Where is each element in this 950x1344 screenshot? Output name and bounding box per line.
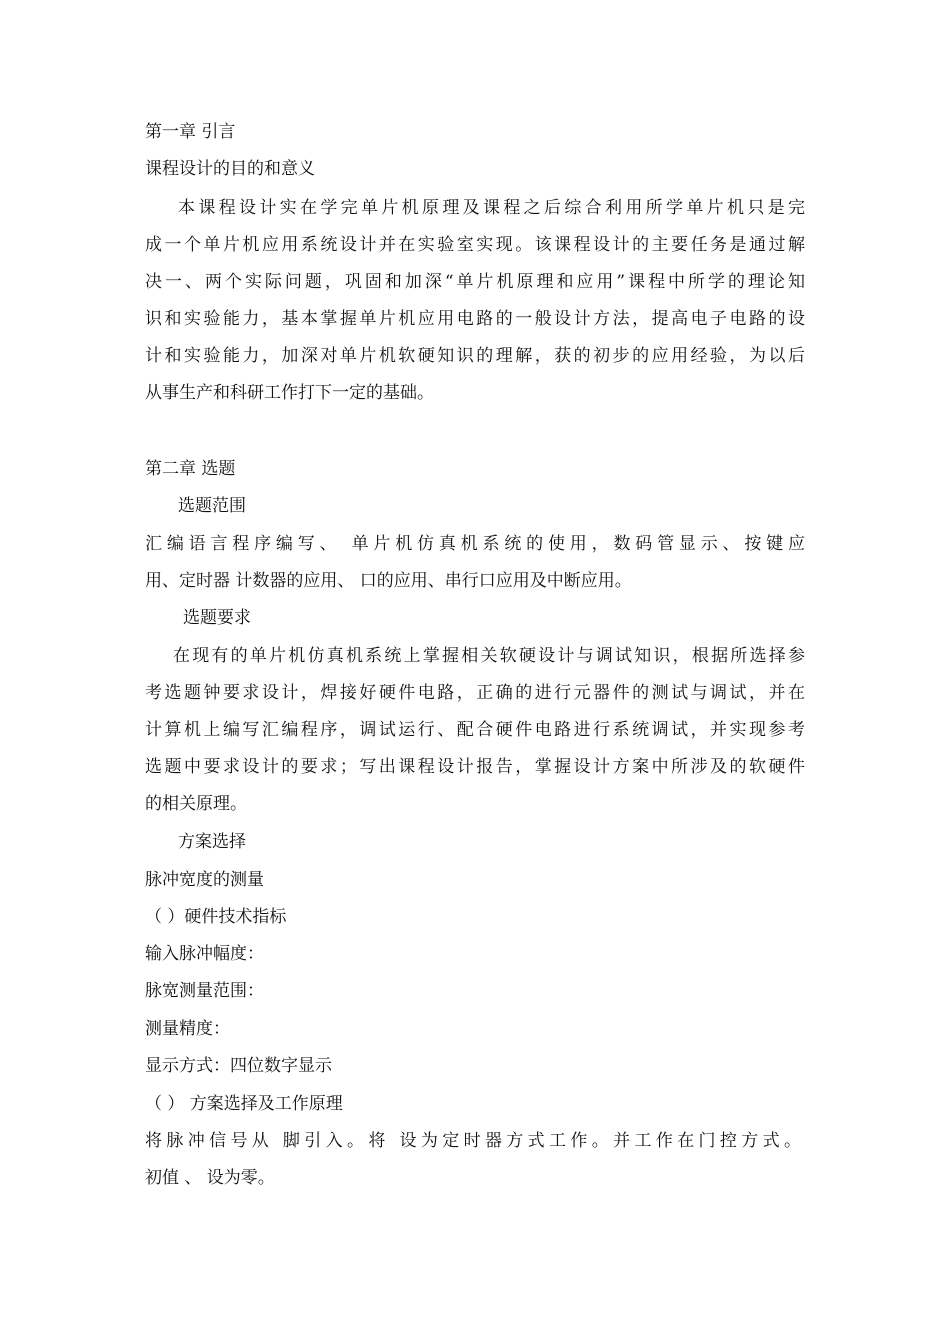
spec-item-amplitude: 输入脉冲幅度： (145, 944, 264, 964)
chapter1-para-line-6: 从事生产和科研工作打下一定的基础。 (145, 383, 434, 403)
principle-line-1: 将脉冲信号从 脚引入。将 设为定时器方式工作。并工作在门控方式。 (145, 1131, 801, 1151)
chapter1-para-line-4: 识和实验能力，基本掌握单片机应用电路的一般设计方法，提高电子电路的设 (145, 309, 805, 329)
chapter1-heading: 第一章 引言 (145, 122, 236, 142)
chapter1-para-line-1: 本课程设计实在学完单片机原理及课程之后综合利用所学单片机只是完 (178, 198, 805, 218)
chapter1-para-line-2: 成一个单片机应用系统设计并在实验室实现。该课程设计的主要任务是通过解 (145, 235, 805, 255)
spec-item-display: 显示方式：四位数字显示 (145, 1056, 332, 1076)
scope-line-2: 用、定时器 计数器的应用、 口的应用、串行口应用及中断应用。 (145, 571, 632, 591)
topic-title: 脉冲宽度的测量 (145, 870, 264, 890)
requirement-title: 选题要求 (183, 608, 251, 628)
requirement-line-5: 的相关原理。 (145, 794, 247, 814)
plan-title: 方案选择 (178, 832, 246, 852)
principle-title: （ ） 方案选择及工作原理 (145, 1094, 343, 1114)
chapter1-section-title: 课程设计的目的和意义 (145, 159, 315, 179)
spec-item-range: 脉宽测量范围： (145, 981, 264, 1001)
principle-line-2: 初值 、 设为零。 (145, 1168, 275, 1188)
requirement-line-4: 选题中要求设计的要求；写出课程设计报告，掌握设计方案中所涉及的软硬件 (145, 757, 805, 777)
chapter1-para-line-5: 计和实验能力，加深对单片机软硬知识的理解，获的初步的应用经验，为以后 (145, 346, 805, 366)
chapter1-para-line-3: 决一、两个实际问题，巩固和加深“单片机原理和应用”课程中所学的理论知 (145, 272, 805, 292)
scope-title: 选题范围 (178, 496, 246, 516)
requirement-line-1: 在现有的单片机仿真机系统上掌握相关软硬设计与调试知识，根据所选择参 (173, 646, 805, 666)
spec-item-precision: 测量精度： (145, 1019, 230, 1039)
scope-line-1: 汇编语言程序编写、 单片机仿真机系统的使用，数码管显示、按键应 (145, 534, 805, 554)
spec-title: （ ）硬件技术指标 (145, 907, 287, 927)
requirement-line-3: 计算机上编写汇编程序，调试运行、配合硬件电路进行系统调试，并实现参考 (145, 720, 805, 740)
chapter2-heading: 第二章 选题 (145, 459, 236, 479)
requirement-line-2: 考选题钟要求设计，焊接好硬件电路，正确的进行元器件的测试与调试，并在 (145, 683, 805, 703)
